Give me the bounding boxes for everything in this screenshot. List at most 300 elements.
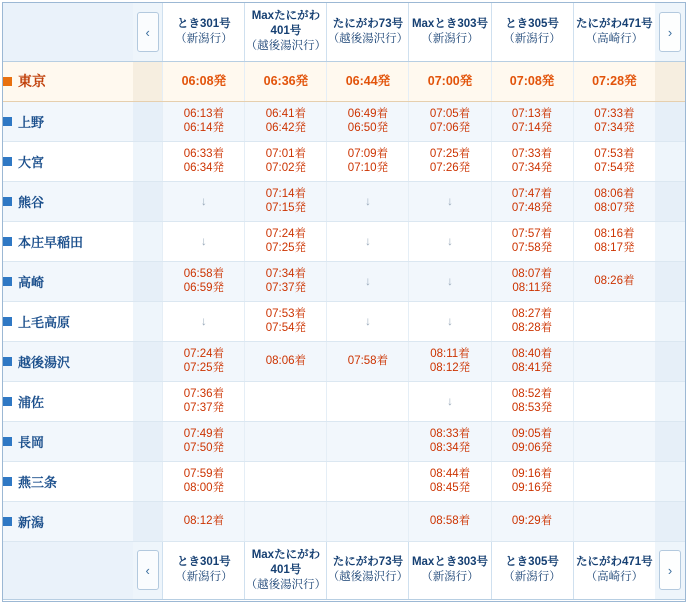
station-name: 高崎 <box>18 274 45 290</box>
train-destination: （新潟行） <box>175 32 233 45</box>
chevron-right-icon[interactable]: › <box>659 12 681 52</box>
time-text: 07:58発 <box>511 242 553 254</box>
station-cell[interactable] <box>3 101 133 141</box>
time-text: 08:52着 <box>511 388 553 400</box>
time-text: 08:17発 <box>594 242 635 254</box>
station-row <box>3 181 685 221</box>
train-name: Maxたにがわ <box>251 10 321 23</box>
time-cell <box>245 261 327 301</box>
station-marker-icon <box>3 197 12 206</box>
time-cell <box>327 421 409 461</box>
station-marker-icon <box>3 277 12 286</box>
time-text: 08:58着 <box>429 515 471 527</box>
row-pad-right <box>655 461 685 501</box>
time-text: 07:06発 <box>429 122 471 134</box>
time-cell <box>327 101 409 141</box>
time-cell <box>409 141 491 181</box>
time-text: 08:07発 <box>594 202 635 214</box>
time-text: 07:26発 <box>429 162 471 174</box>
station-wrap <box>3 472 133 491</box>
station-cell[interactable] <box>3 61 133 101</box>
station-marker-icon <box>3 157 12 166</box>
train-destination: （高崎行） <box>585 32 644 45</box>
time-cell <box>245 461 327 501</box>
time-text: 07:37発 <box>183 402 224 414</box>
time-text: 07:53着 <box>265 308 307 320</box>
row-pad-left <box>133 101 163 141</box>
pass-through-icon: ↓ <box>446 194 453 208</box>
time-text: 06:08発 <box>181 74 227 88</box>
time-cell <box>409 221 491 261</box>
station-wrap <box>3 392 133 411</box>
row-pad-left <box>133 261 163 301</box>
station-cell[interactable] <box>3 421 133 461</box>
train-name-cont: 401号 <box>270 25 302 38</box>
station-wrap <box>3 272 133 291</box>
time-text: 06:14発 <box>183 122 224 134</box>
time-cell <box>245 181 327 221</box>
station-row <box>3 381 685 421</box>
row-pad-left <box>133 421 163 461</box>
time-text: 06:58着 <box>183 268 224 280</box>
row-pad-right <box>655 181 685 221</box>
time-cell <box>245 221 327 261</box>
row-pad-right <box>655 421 685 461</box>
time-text: 07:48発 <box>511 202 553 214</box>
row-pad-left <box>133 301 163 341</box>
time-text: 06:44発 <box>345 74 391 88</box>
station-marker-icon <box>3 237 12 246</box>
time-text: 06:33着 <box>183 148 224 160</box>
time-text: 08:28着 <box>511 322 553 334</box>
pass-through-icon: ↓ <box>364 314 371 328</box>
time-cell <box>245 141 327 181</box>
time-text: 07:47着 <box>511 188 553 200</box>
time-text: 08:41発 <box>511 362 553 374</box>
time-text: 07:15発 <box>265 202 307 214</box>
pass-through-icon: ↓ <box>446 394 453 408</box>
time-cell <box>245 421 327 461</box>
time-cell <box>491 61 573 101</box>
time-cell <box>245 301 327 341</box>
time-cell <box>163 341 245 381</box>
time-cell <box>573 501 655 541</box>
station-name: 燕三条 <box>18 474 58 490</box>
time-text: 07:08発 <box>509 74 555 88</box>
row-pad-left <box>133 181 163 221</box>
chevron-right-icon[interactable]: › <box>659 550 681 590</box>
time-cell <box>491 101 573 141</box>
train-destination: （新潟行） <box>175 571 233 583</box>
row-pad-left <box>133 221 163 261</box>
train-column-header-1-top[interactable] <box>163 3 245 61</box>
time-text: 07:24着 <box>183 348 224 360</box>
time-cell <box>163 381 245 421</box>
train-column-header-4-bottom[interactable] <box>409 541 491 599</box>
station-cell[interactable] <box>3 341 133 381</box>
time-text: 07:25着 <box>429 148 471 160</box>
station-name: 浦佐 <box>18 394 45 410</box>
time-text: 07:14発 <box>511 122 553 134</box>
time-text: 07:10発 <box>347 162 389 174</box>
train-name: たにがわ471号 <box>575 556 653 568</box>
time-cell <box>327 61 409 101</box>
station-wrap <box>3 352 133 371</box>
time-cell <box>327 341 409 381</box>
time-cell <box>327 141 409 181</box>
station-row <box>3 461 685 501</box>
time-text: 08:00発 <box>183 482 224 494</box>
time-text: 07:02発 <box>265 162 307 174</box>
row-pad-right <box>655 141 685 181</box>
time-cell <box>491 341 573 381</box>
time-text: 09:16発 <box>511 482 553 494</box>
time-cell <box>409 181 491 221</box>
train-name: とき301号 <box>177 556 231 568</box>
station-row <box>3 421 685 461</box>
station-cell[interactable] <box>3 381 133 421</box>
time-text: 07:13着 <box>511 108 553 120</box>
time-text: 08:11発 <box>512 282 552 294</box>
time-text: 07:33着 <box>594 108 635 120</box>
train-column-header-5-bottom[interactable] <box>491 541 573 599</box>
station-name: 上野 <box>18 114 45 130</box>
station-wrap <box>3 152 133 171</box>
time-cell <box>573 261 655 301</box>
time-cell <box>327 221 409 261</box>
row-pad-left <box>133 341 163 381</box>
station-row <box>3 141 685 181</box>
pass-through-icon: ↓ <box>446 314 453 328</box>
pass-through-icon: ↓ <box>364 274 371 288</box>
pass-through-icon: ↓ <box>200 194 207 208</box>
time-cell <box>163 61 245 101</box>
time-text: 06:34発 <box>183 162 224 174</box>
station-row <box>3 501 685 541</box>
time-text: 08:12着 <box>183 515 224 527</box>
time-text: 08:06着 <box>265 355 307 367</box>
train-name: Maxとき303号 <box>411 556 489 568</box>
station-wrap <box>3 71 133 91</box>
station-wrap <box>3 112 133 131</box>
time-text: 07:54発 <box>265 322 307 334</box>
time-cell <box>163 421 245 461</box>
station-row <box>3 261 685 301</box>
train-destination: （新潟行） <box>421 32 479 45</box>
time-cell <box>163 141 245 181</box>
time-cell <box>409 261 491 301</box>
train-destination: （新潟行） <box>503 32 561 45</box>
time-cell <box>245 101 327 141</box>
time-cell <box>163 101 245 141</box>
pass-through-icon: ↓ <box>364 234 371 248</box>
station-marker-icon <box>3 477 12 486</box>
time-text: 06:36発 <box>263 74 309 88</box>
time-text: 07:37発 <box>265 282 307 294</box>
row-pad-left <box>133 61 163 101</box>
station-name: 長岡 <box>18 434 45 450</box>
time-cell <box>163 261 245 301</box>
time-text: 08:34発 <box>429 442 471 454</box>
chevron-left-icon[interactable]: ‹ <box>137 12 159 52</box>
row-pad-left <box>133 381 163 421</box>
train-column-header-3-bottom[interactable] <box>327 541 409 599</box>
row-pad-right <box>655 61 685 101</box>
time-text: 07:24着 <box>265 228 307 240</box>
station-wrap <box>3 432 133 451</box>
train-destination: （高崎行） <box>585 571 644 583</box>
station-marker-icon <box>3 357 12 366</box>
train-name: たにがわ73号 <box>332 17 404 30</box>
pass-through-icon: ↓ <box>446 234 453 248</box>
time-text: 07:49着 <box>183 428 224 440</box>
station-cell[interactable] <box>3 141 133 181</box>
time-cell <box>327 181 409 221</box>
time-text: 08:16着 <box>594 228 635 240</box>
station-name: 上毛高原 <box>18 314 71 330</box>
time-text: 08:12発 <box>429 362 471 374</box>
time-cell <box>573 381 655 421</box>
row-pad-right <box>655 381 685 421</box>
train-header-row-top <box>3 3 685 61</box>
station-marker-icon <box>3 397 12 406</box>
station-cell[interactable] <box>3 261 133 301</box>
row-pad-left <box>133 141 163 181</box>
station-wrap <box>3 192 133 211</box>
time-cell <box>573 61 655 101</box>
row-pad-right <box>655 301 685 341</box>
time-cell <box>245 381 327 421</box>
time-cell <box>491 141 573 181</box>
time-text: 06:41着 <box>265 108 307 120</box>
time-text: 07:09着 <box>347 148 389 160</box>
train-name: Maxたにがわ <box>251 548 321 561</box>
train-column-header-1-bottom[interactable] <box>163 541 245 599</box>
row-pad-right <box>655 501 685 541</box>
train-name: とき301号 <box>177 17 231 30</box>
time-text: 07:34発 <box>511 162 553 174</box>
train-destination: （越後湯沢行） <box>245 578 327 591</box>
time-text: 08:53発 <box>511 402 553 414</box>
station-name: 新潟 <box>18 514 45 530</box>
time-cell <box>327 461 409 501</box>
station-name: 熊谷 <box>18 194 45 210</box>
pass-through-icon: ↓ <box>200 234 207 248</box>
time-cell <box>163 461 245 501</box>
time-cell <box>573 341 655 381</box>
next-trains-cell-bottom[interactable] <box>655 541 685 599</box>
time-text: 07:54発 <box>594 162 635 174</box>
time-text: 07:05着 <box>429 108 471 120</box>
time-text: 07:34着 <box>265 268 307 280</box>
time-text: 08:11着 <box>430 348 470 360</box>
time-text: 08:45発 <box>429 482 471 494</box>
station-marker-icon <box>3 317 12 326</box>
time-cell <box>327 501 409 541</box>
time-text: 08:40着 <box>511 348 553 360</box>
time-text: 08:07着 <box>511 268 553 280</box>
station-name: 東京 <box>18 73 46 89</box>
time-text: 08:44着 <box>429 468 471 480</box>
time-cell <box>163 301 245 341</box>
timetable-board <box>2 2 686 602</box>
time-text: 06:13着 <box>183 108 224 120</box>
time-cell <box>573 301 655 341</box>
next-trains-cell-top[interactable] <box>655 3 685 61</box>
row-pad-right <box>655 261 685 301</box>
train-name: とき305号 <box>505 17 559 30</box>
time-cell <box>163 181 245 221</box>
time-text: 07:00発 <box>427 74 473 88</box>
time-cell <box>573 101 655 141</box>
time-cell <box>409 341 491 381</box>
time-cell <box>163 221 245 261</box>
station-wrap <box>3 232 133 251</box>
train-name: たにがわ471号 <box>575 17 653 30</box>
time-text: 07:25発 <box>183 362 224 374</box>
train-column-header-6-bottom[interactable] <box>573 541 655 599</box>
time-cell <box>409 61 491 101</box>
time-cell <box>491 261 573 301</box>
station-row <box>3 61 685 101</box>
time-text: 07:36着 <box>183 388 224 400</box>
timetable <box>3 3 685 600</box>
time-cell <box>491 301 573 341</box>
time-cell <box>409 461 491 501</box>
row-pad-right <box>655 341 685 381</box>
time-cell <box>573 141 655 181</box>
time-cell <box>245 341 327 381</box>
time-cell <box>491 461 573 501</box>
row-pad-left <box>133 461 163 501</box>
station-row <box>3 221 685 261</box>
train-column-header-2-top[interactable] <box>245 3 327 61</box>
time-cell <box>409 301 491 341</box>
train-destination: （新潟行） <box>421 571 479 583</box>
train-destination: （越後湯沢行） <box>327 32 409 45</box>
time-text: 06:50発 <box>347 122 389 134</box>
time-text: 06:49着 <box>347 108 389 120</box>
station-row <box>3 341 685 381</box>
row-pad-left <box>133 501 163 541</box>
time-text: 07:25発 <box>265 242 307 254</box>
time-text: 07:33着 <box>511 148 553 160</box>
station-marker-icon <box>3 437 12 446</box>
time-cell <box>409 421 491 461</box>
time-text: 07:14着 <box>265 188 307 200</box>
station-marker-icon <box>3 517 12 526</box>
time-cell <box>327 261 409 301</box>
train-name: とき305号 <box>505 556 559 568</box>
station-cell[interactable] <box>3 501 133 541</box>
station-wrap <box>3 312 133 331</box>
time-cell <box>491 381 573 421</box>
train-name: たにがわ73号 <box>332 556 404 568</box>
origin-marker-icon <box>3 77 12 86</box>
time-cell <box>491 501 573 541</box>
station-cell[interactable] <box>3 221 133 261</box>
train-column-header-2-bottom[interactable] <box>245 541 327 599</box>
pass-through-icon: ↓ <box>364 194 371 208</box>
time-text: 07:58着 <box>347 355 389 367</box>
time-cell <box>491 421 573 461</box>
time-text: 06:42発 <box>265 122 307 134</box>
time-cell <box>573 221 655 261</box>
station-name: 越後湯沢 <box>18 354 71 370</box>
time-text: 08:26着 <box>594 275 635 287</box>
time-text: 08:27着 <box>511 308 553 320</box>
station-wrap <box>3 512 133 531</box>
time-cell <box>409 501 491 541</box>
time-text: 07:28発 <box>592 74 637 88</box>
time-text: 09:16着 <box>511 468 553 480</box>
train-destination: （越後湯沢行） <box>245 40 327 53</box>
time-cell <box>409 101 491 141</box>
time-text: 09:29着 <box>511 515 553 527</box>
train-name-cont: 401号 <box>270 563 302 576</box>
time-cell <box>491 181 573 221</box>
time-text: 09:05着 <box>511 428 553 440</box>
station-row <box>3 101 685 141</box>
train-column-header-6-top[interactable] <box>573 3 655 61</box>
time-text: 09:06発 <box>511 442 553 454</box>
time-text: 07:53着 <box>594 148 635 160</box>
time-text: 08:06着 <box>594 188 635 200</box>
row-pad-right <box>655 101 685 141</box>
train-destination: （新潟行） <box>503 571 561 583</box>
time-text: 06:59発 <box>183 282 224 294</box>
time-cell <box>573 461 655 501</box>
time-cell <box>245 501 327 541</box>
train-column-header-4-top[interactable] <box>409 3 491 61</box>
station-cell[interactable] <box>3 181 133 221</box>
time-cell <box>163 501 245 541</box>
time-cell <box>409 381 491 421</box>
train-column-header-3-top[interactable] <box>327 3 409 61</box>
time-text: 07:59着 <box>183 468 224 480</box>
row-pad-right <box>655 221 685 261</box>
time-cell <box>327 301 409 341</box>
time-cell <box>491 221 573 261</box>
pass-through-icon: ↓ <box>446 274 453 288</box>
time-cell <box>327 381 409 421</box>
prev-trains-cell-bottom[interactable] <box>133 541 163 599</box>
header-corner-top <box>3 3 133 61</box>
time-cell <box>245 61 327 101</box>
header-corner-bottom <box>3 541 133 599</box>
station-name: 大宮 <box>18 154 45 170</box>
time-text: 08:33着 <box>429 428 471 440</box>
station-marker-icon <box>3 117 12 126</box>
pass-through-icon: ↓ <box>200 314 207 328</box>
time-cell <box>573 421 655 461</box>
station-cell[interactable] <box>3 461 133 501</box>
time-text: 07:50発 <box>183 442 224 454</box>
train-destination: （越後湯沢行） <box>327 571 409 583</box>
time-text: 07:01着 <box>265 148 307 160</box>
train-column-header-5-top[interactable] <box>491 3 573 61</box>
station-cell[interactable] <box>3 301 133 341</box>
train-name: Maxとき303号 <box>411 17 489 30</box>
time-text: 07:34発 <box>594 122 635 134</box>
station-name: 本庄早稲田 <box>18 234 84 250</box>
time-cell <box>573 181 655 221</box>
time-text: 07:57着 <box>511 228 553 240</box>
prev-trains-cell-top[interactable] <box>133 3 163 61</box>
chevron-left-icon[interactable]: ‹ <box>137 550 159 590</box>
station-row <box>3 301 685 341</box>
train-header-row-bottom <box>3 541 685 599</box>
